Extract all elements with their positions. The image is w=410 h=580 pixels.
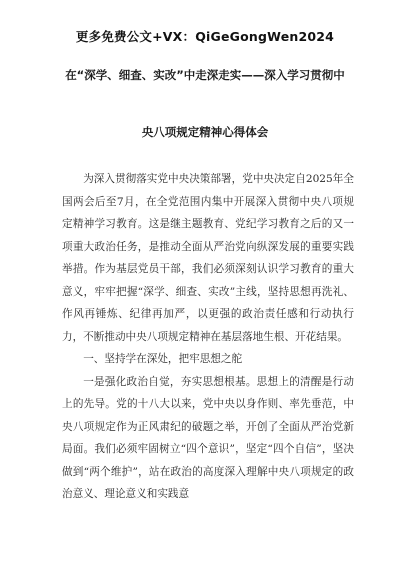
document-title-line-1: 在“深学、细查、实改”中走深走实——深入学习贯彻中 [65,68,345,82]
document-title-line-2: 央八项规定精神心得体会 [141,125,269,139]
section-paragraph: 一是强化政治自觉，夯实思想根基。思想上的清醒是行动上的先导。党的十八大以来，党中央以身作则、率先垂范，中央八项规定作为正风肃纪的破题之举，开创了全面从严治党新局面。我们必须牢固树立“四个意识”，坚定“四个自信”，坚决做到“两个维护”，站在政治的高度深入理解中央八项规定的政治意义、理论意义和实践意 [62,375,354,500]
intro-paragraph: 为深入贯彻落实党中央决策部署，党中央决定自2025年全国两会后至7月，在全党范围内集中开展深入贯彻中央八项规定精神学习教育。这是继主题教育、党纪学习教育之后的又一项重大政治任务，是推动全面从严治党向纵深发展的重要实践举措。作为基层党员干部，我们必须深刻认识学习教育的重大意义，牢牢把握“深学、细查、实改”主线，坚持思想再洗礼、作风再锤炼、纪律再加严，以更强的政治责任感和行动执行力，不断推动中央八项规定精神在基层落地生根、开花结果。 [62,173,354,343]
promo-header: 更多免费公文+VX：QiGeGongWen2024 [75,29,335,44]
section-heading: 一、坚持学在深处，把牢思想之舵 [83,353,243,365]
document-body [62,168,354,506]
